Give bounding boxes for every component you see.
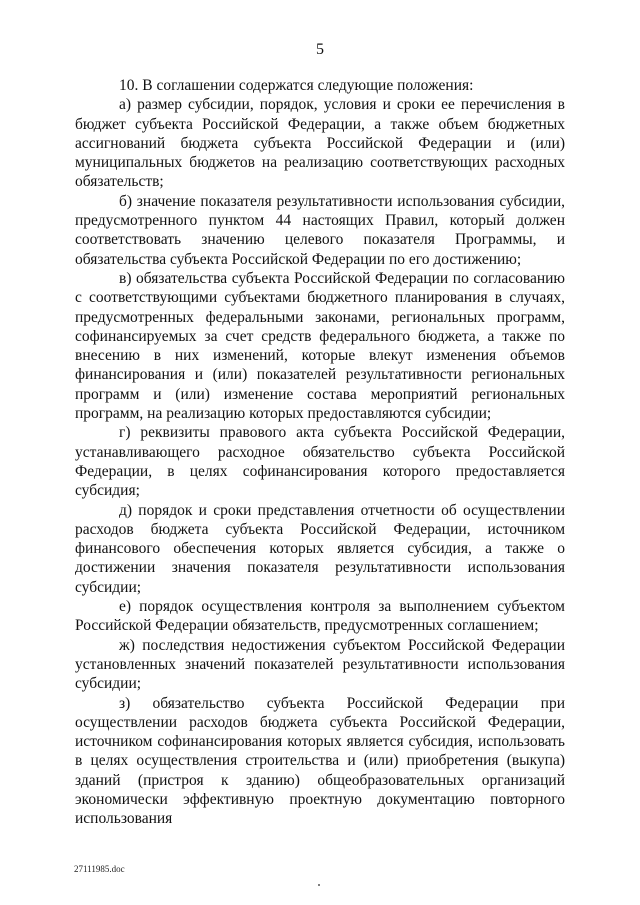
paragraph-subitem-g: г) реквизиты правового акта субъекта Российской Федерации, устанавливающего расходное обязательство субъекта Российской Федерации, в целях софинансирования которого предоставляется субсидия;	[75, 424, 565, 500]
paragraph-subitem-d: д) порядок и сроки представления отчетности об осуществлении расходов бюджета субъекта Российской Федерации, источником финансового обеспечения которых является субсидия, а также о достижении значения показателя результативности использования субсидии;	[75, 501, 565, 596]
paragraph-subitem-a: а) размер субсидии, порядок, условия и сроки ее перечисления в бюджет субъекта Российской Федерации, а также объем бюджетных ассигнований бюджета субъекта Российской Федерации и (или) муниципальных бюджетов на реализацию соответствующих расходных обязательств;	[75, 96, 565, 191]
paragraph-subitem-e: е) порядок осуществления контроля за выполнением субъектом Российской Федерации обязательств, предусмотренных соглашением;	[75, 598, 565, 635]
paragraph-subitem-zh: ж) последствия недостижения субъектом Российской Федерации установленных значений показателей результативности использования субсидии;	[75, 636, 565, 693]
paragraph-subitem-z: з) обязательство субъекта Российской Федерации при осуществлении расходов бюджета субъекта Российской Федерации, источником софинансирования которых является субсидия, использовать в целях осуществления строительства и (или) приобретения (выкупа) зданий (пристроя к зданию) общеобразовательных организаций экономически эффективную проектную документацию повторного использования	[75, 694, 565, 828]
document-body	[75, 76, 565, 829]
paragraph-item-10: 10. В соглашении содержатся следующие положения:	[119, 77, 474, 94]
paragraph-subitem-v: в) обязательства субъекта Российской Федерации по согласованию с соответствующими субъектами бюджетного планирования в случаях, предусмотренных федеральными законами, региональных программ, софинансируемых за счет средств федерального бюджета, а также по внесению в них изменений, которые влекут изменения объемов финансирования и (или) показателей результативности региональных программ и (или) изменение состава мероприятий региональных программ, на реализацию которых предоставляются субсидии;	[75, 269, 565, 423]
footer-filename: 27111985.doc	[74, 864, 125, 874]
paragraph-subitem-b: б) значение показателя результативности использования субсидии, предусмотренного пунктом 44 настоящих Правил, который должен соответствовать значению целевого показателя Программы, и обязательства субъекта Российской Федерации по его достижению;	[75, 192, 565, 268]
scan-artifact-dot	[318, 884, 320, 886]
page-number: 5	[316, 41, 324, 58]
